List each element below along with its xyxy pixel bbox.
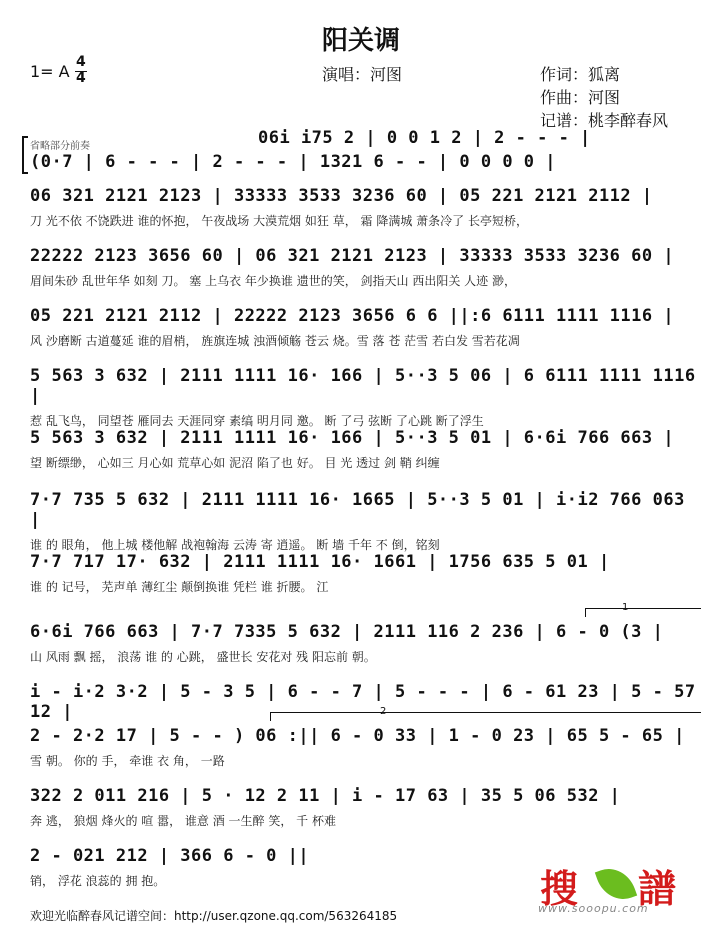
score-line-11 [30, 682, 700, 722]
lyrics: 雪 朝。 你的 手， 牵谁 衣 角， 一路 [30, 754, 225, 768]
notation: 06i i75 2 | 0 0 1 2 | 2 - - - | [258, 128, 591, 148]
notation: 7·7 717 17· 632 | 2111 1111 16· 1661 | 1756 635 5 01 | [30, 552, 610, 572]
notation: 322 2 011 216 | 5 · 12 2 11 | i - 17 63 | 35 5 06 532 | [30, 786, 621, 806]
volta-bracket-1 [585, 608, 701, 617]
lyrics: 谁 的 记号， 芜声单 薄红尘 颠倒换谁 凭栏 谁 折腰。 江 [30, 580, 329, 594]
notation: 06 321 2121 2123 | 33333 3533 3236 60 | 05 221 2121 2112 | [30, 186, 653, 206]
score-line-13 [30, 786, 700, 829]
lyricist: 作词：狐离 [540, 65, 621, 84]
lyrics: 山 风雨 飘 摇， 浪荡 谁 的 心跳， 盛世长 安花对 残 阳忘前 朝。 [30, 650, 376, 664]
logo-url: www.sooopu.com [538, 902, 649, 915]
score-line-12 [30, 726, 700, 769]
score-line-3 [30, 186, 700, 229]
leaf-icon [595, 862, 637, 907]
transcriber: 记谱：桃李醉春风 [540, 111, 669, 130]
lyrics: 风 沙磨断 古道蔓延 谁的眉梢， 旌旗连城 浊酒倾觞 苍云 烧。雪 落 苍 茫雪 若白发 雪若花凋 [30, 334, 520, 348]
notation: i - i·2 3·2 | 5 - 3 5 | 6 - - 7 | 5 - - - | 6 - 61 23 | 5 - 57 12 | [30, 682, 696, 722]
score-line-5 [30, 306, 700, 349]
score-line-4 [30, 246, 700, 289]
score-line-7 [30, 428, 700, 471]
time-signature-bottom: 4 [76, 70, 86, 86]
song-title: 阳关调 [321, 26, 400, 56]
time-signature-top: 4 [76, 54, 86, 70]
lyrics: 销， 浮花 浪蕊的 拥 抱。 [30, 874, 166, 888]
lyrics: 奔 逃， 狼烟 烽火的 喧 嚣， 谁意 酒 一生醉 笑， 千 杯难 [30, 814, 336, 828]
score-line-10 [30, 622, 700, 665]
lyrics: 惹 乱飞鸟， 同望苍 雁同去 天涯同穿 素缟 明月同 邀。 断 了弓 弦断 了心跳 断了浮生 [30, 414, 484, 428]
lyrics: 望 断缥缈， 心如三 月心如 荒草心如 泥沼 陷了也 好。 目 光 透过 剑 鞘 纠缠 [30, 456, 440, 470]
sooopu-logo [538, 858, 708, 918]
singer: 演唱：河图 [322, 65, 403, 84]
lyrics: 眉间朱砂 乱世年华 如刻 刀。 塞 上乌衣 年少换谁 遗世的笑， 剑指天山 西出阳关 人迹 渺， [30, 274, 516, 288]
intro-note: 省略部分前奏 [30, 141, 90, 152]
lyrics: 刀 光不依 不饶跌进 谁的怀抱， 午夜战场 大漠荒烟 如狂 草， 霜 降满城 萧条冷了 长亭短桥， [30, 214, 528, 228]
notation: 6·6i 766 663 | 7·7 7335 5 632 | 2111 116 2 236 | 6 - 0 (3 | [30, 622, 664, 642]
system-bracket [22, 136, 28, 174]
volta-number-2: 2 [380, 706, 387, 717]
logo-text-right: 譜 [638, 867, 677, 911]
notation: 2 - 021 212 | 366 6 - 0 || [30, 846, 310, 866]
score-line-9 [30, 552, 700, 595]
volta-number-1: 1 [622, 602, 629, 613]
score-line-1 [30, 128, 700, 148]
notation: 05 221 2121 2112 | 22222 2123 3656 6 6 ||:6 6111 1111 1116 | [30, 306, 675, 326]
logo-text-left: 搜 [540, 867, 579, 911]
score-line-6 [30, 366, 700, 429]
lyrics: 谁 的 眼角， 他上城 楼他解 战袍翰海 云涛 寄 逍遥。 断 墙 千年 不 倒，铭刻 [30, 538, 440, 552]
score-line-8 [30, 490, 700, 553]
score-line-2 [30, 152, 700, 172]
notation: (0·7 | 6 - - - | 2 - - - | 1321 6 - - | 0 0 0 0 | [30, 152, 557, 172]
notation: 5 563 3 632 | 2111 1111 16· 166 | 5··3 5 06 | 6 6111 1111 1116 | [30, 366, 696, 406]
notation: 5 563 3 632 | 2111 1111 16· 166 | 5··3 5 01 | 6·6i 766 663 | [30, 428, 675, 448]
footer-text: 欢迎光临醉春风记谱空间：http://user.qzone.qq.com/563264185 [30, 909, 398, 923]
notation: 22222 2123 3656 60 | 06 321 2121 2123 | 33333 3533 3236 60 | [30, 246, 675, 266]
notation: 7·7 735 5 632 | 2111 1111 16· 1665 | 5··3 5 01 | i·i2 766 063 | [30, 490, 685, 530]
key-signature: 1= A [30, 62, 70, 81]
composer: 作曲：河图 [540, 88, 621, 107]
notation: 2 - 2·2 17 | 5 - - ) 06 :|| 6 - 0 33 | 1 - 0 23 | 65 5 - 65 | [30, 726, 685, 746]
